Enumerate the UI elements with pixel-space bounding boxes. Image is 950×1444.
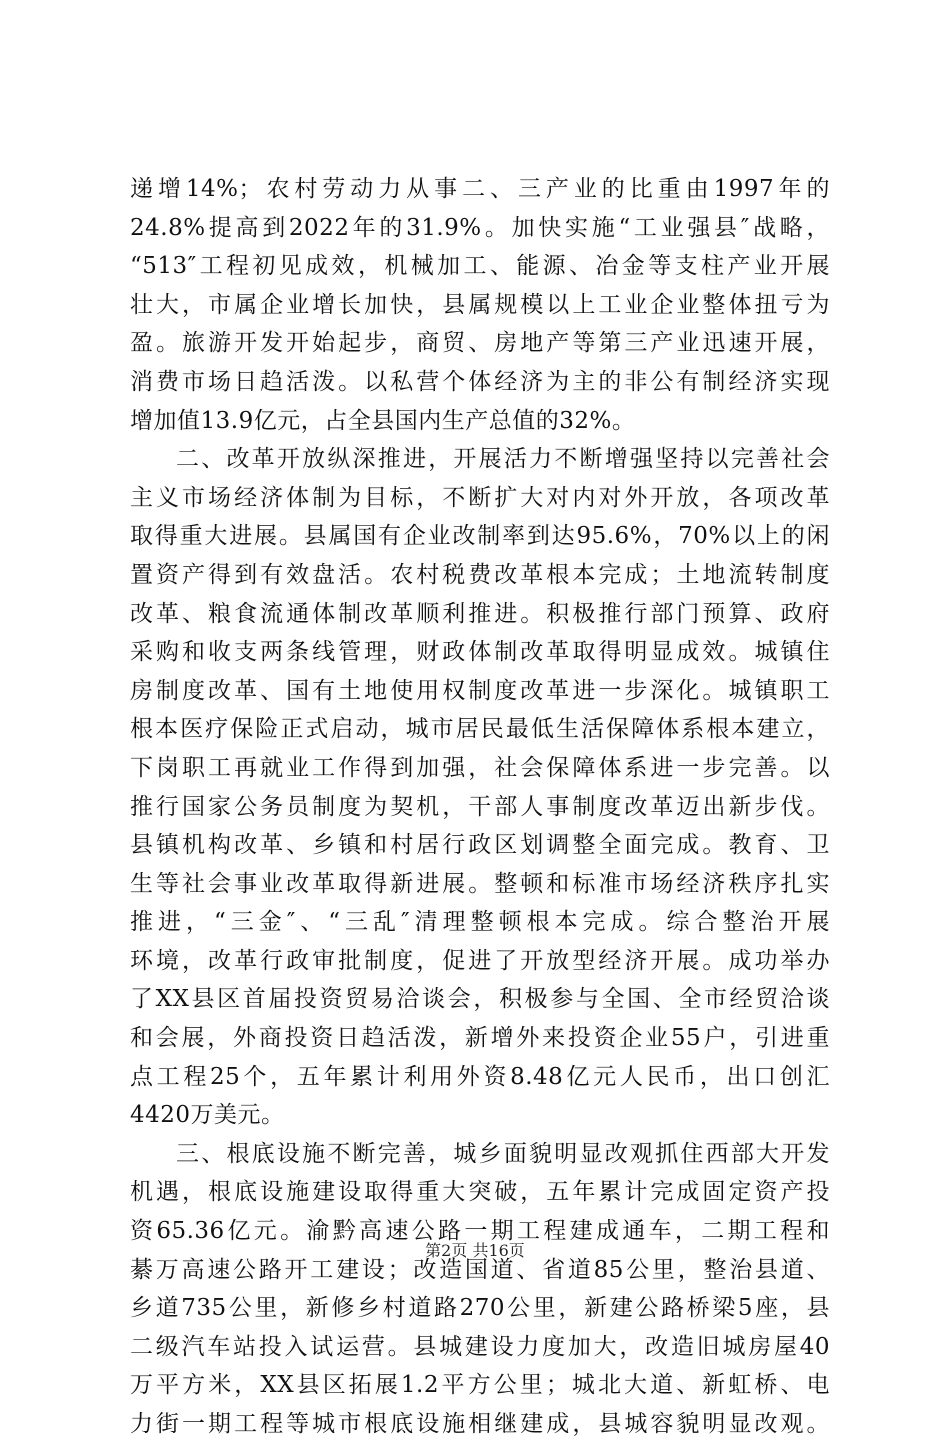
text-line: 增加值13.9亿元，占全县国内生产总值的32%。 xyxy=(130,407,636,434)
text-line: 环境，改革行政审批制度，促进了开放型经济开展。成功举办 xyxy=(130,947,830,974)
text-line: 主义市场经济体制为目标，不断扩大对内对外开放，各项改革 xyxy=(130,484,830,511)
text-line: 三、根底设施不断完善，城乡面貌明显改观抓住西部大开发 xyxy=(176,1140,830,1167)
text-line: 资65.36亿元。渝黔高速公路一期工程建成通车，二期工程和 xyxy=(130,1218,830,1245)
text-line: 力街一期工程等城市根底设施相继建成，县城容貌明显改观。 xyxy=(130,1411,830,1437)
text-line: 24.8%提高到2022年的31.9%。加快实施“工业强县″战略， xyxy=(130,214,830,241)
text-line: 二级汽车站投入试运营。县城建设力度加大，改造旧城房屋40 xyxy=(130,1333,830,1360)
text-line: 推进，“三金″、“三乱″清理整顿根本完成。综合整治开展 xyxy=(130,909,830,936)
page-number-footer: 第2页 共16页 xyxy=(425,1241,525,1260)
text-line: 机遇，根底设施建设取得重大突破，五年累计完成固定资产投 xyxy=(130,1179,830,1206)
text-line: 点工程25个，五年累计利用外资8.48亿元人民币，出口创汇 xyxy=(130,1063,830,1090)
text-line: 了XX县区首届投资贸易洽谈会，积极参与全国、全市经贸洽谈 xyxy=(130,986,830,1013)
text-line: 推行国家公务员制度为契机，干部人事制度改革迈出新步伐。 xyxy=(130,793,830,820)
text-line: 万平方米，XX县区拓展1.2平方公里；城北大道、新虹桥、电 xyxy=(130,1372,830,1399)
text-line: 下岗职工再就业工作得到加强，社会保障体系进一步完善。以 xyxy=(130,754,830,781)
text-line: 4420万美元。 xyxy=(130,1102,285,1129)
text-line: 生等社会事业改革取得新进展。整顿和标准市场经济秩序扎实 xyxy=(130,870,830,897)
text-line: “513″工程初见成效，机械加工、能源、冶金等支柱产业开展 xyxy=(130,253,830,280)
text-line: 置资产得到有效盘活。农村税费改革根本完成；土地流转制度 xyxy=(130,561,830,588)
text-line: 改革、粮食流通体制改革顺利推进。积极推行部门预算、政府 xyxy=(130,600,830,627)
text-line: 乡道735公里，新修乡村道路270公里，新建公路桥梁5座，县 xyxy=(130,1295,830,1322)
text-line: 取得重大进展。县属国有企业改制率到达95.6%，70%以上的闲 xyxy=(130,523,830,550)
text-line: 采购和收支两条线管理，财政体制改革取得明显成效。城镇住 xyxy=(130,639,830,666)
text-line: 县镇机构改革、乡镇和村居行政区划调整全面完成。教育、卫 xyxy=(130,832,830,859)
text-line: 递增14%；农村劳动力从事二、三产业的比重由1997年的 xyxy=(130,176,830,202)
text-line: 盈。旅游开发开始起步，商贸、房地产等第三产业迅速开展， xyxy=(130,330,830,357)
text-line: 壮大，市属企业增长加快，县属规模以上工业企业整体扭亏为 xyxy=(130,291,830,318)
text-line: 消费市场日趋活泼。以私营个体经济为主的非公有制经济实现 xyxy=(130,368,830,395)
text-line: 根本医疗保险正式启动，城市居民最低生活保障体系根本建立， xyxy=(130,716,830,743)
text-line: 和会展，外商投资日趋活泼，新增外来投资企业55户，引进重 xyxy=(130,1025,830,1052)
text-line: 二、改革开放纵深推进，开展活力不断增强坚持以完善社会 xyxy=(176,446,830,473)
text-line: 房制度改革、国有土地使用权制度改革进一步深化。城镇职工 xyxy=(130,677,830,704)
text-line: 綦万高速公路开工建设；改造国道、省道85公里，整治县道、 xyxy=(130,1256,830,1283)
